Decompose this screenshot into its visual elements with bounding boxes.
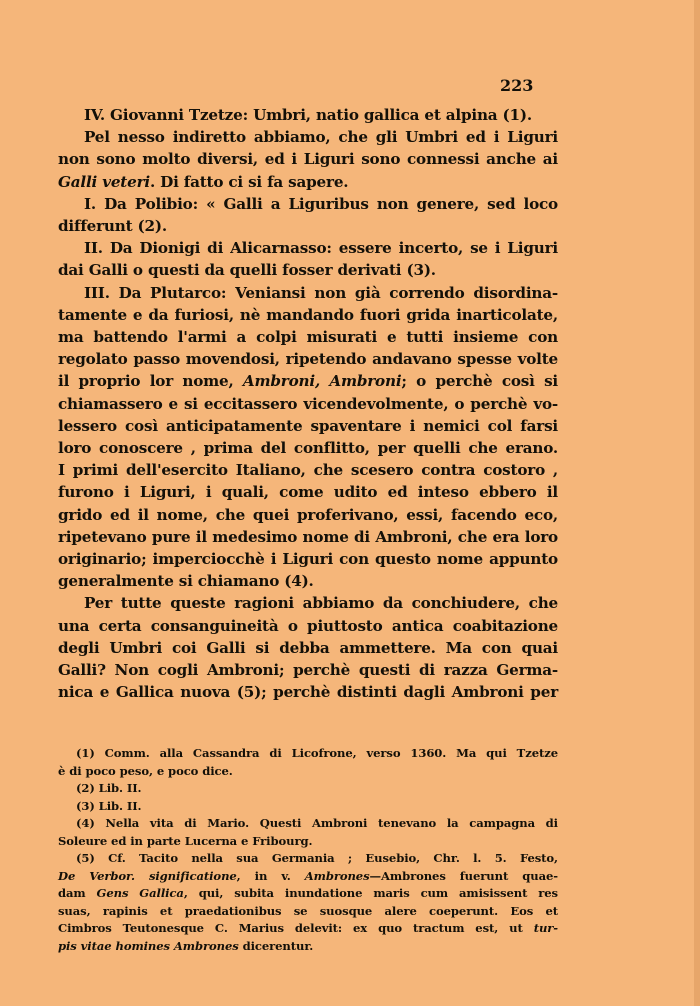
footnote-line: De Verbor. significatione, in v. Ambrones—Ambrones fuerunt quae- [58, 868, 558, 883]
text-line: regolato passo movendosi, ripetendo andavano spesse volte [58, 350, 558, 369]
text-line: differunt (2). [58, 217, 167, 236]
text-line: generalmente si chiamano (4). [58, 572, 314, 591]
italic-text: Ambrones [304, 868, 370, 883]
text-line: Pel nesso indiretto abbiamo, che gli Umbri ed i Liguri [84, 128, 558, 147]
text-line: furono i Liguri, i quali, come udito ed inteso ebbero il [58, 483, 558, 502]
text-line: originario; imperciocchè i Liguri con questo nome appunto [58, 550, 558, 569]
footnote-line: Soleure ed in parte Lucerna e Fribourg. [58, 833, 313, 848]
text-line: una certa consanguineità o piuttosto antica coabitazione [58, 616, 558, 635]
text-line: degli Umbri coi Galli si debba ammettere. Ma con quai [58, 638, 558, 657]
page-number: 223 [500, 76, 534, 95]
text-line: non sono molto diversi, ed i Liguri sono connessi anche ai [58, 150, 558, 169]
footnote-line: (1) Comm. alla Cassandra di Licofrone, verso 1360. Ma qui Tzetze [76, 746, 558, 760]
page-edge [694, 0, 700, 1006]
text-line: II. Da Dionigi di Alicarnasso: essere incerto, se i Liguri [84, 239, 558, 258]
italic-text: Galli veteri [58, 172, 150, 191]
text-line: tamente e da furiosi, nè mandando fuori grida inarticolate, [58, 305, 558, 324]
italic-text: pis vitae homines Ambrones [58, 938, 239, 953]
text-line: I primi dell'esercito Italiano, che scesero contra costoro , [58, 461, 558, 480]
footnotes [58, 745, 558, 955]
footnote-line: (5) Cf. Tacito nella sua Germania ; Eusebio, Chr. l. 5. Festo, [76, 851, 558, 865]
italic-text: tur- [533, 921, 558, 935]
footnote-line: suas, rapinis et praedationibus se suosque alere coeperunt. Eos et [58, 903, 558, 918]
text-line: Galli? Non cogli Ambroni; perchè questi di razza Germa- [58, 661, 558, 680]
footnote-line: pis vitae homines Ambrones dicerentur. [58, 938, 314, 953]
text-line: loro conoscere , prima del conflitto, per quelli che erano. [58, 439, 558, 458]
footnote-line: (4) Nella vita di Mario. Questi Ambroni tenevano la campagna di [76, 816, 558, 830]
text-line: ripetevano pure il medesimo nome di Ambroni, che era loro [58, 527, 558, 546]
italic-text: Ambroni, Ambroni [242, 372, 402, 391]
text-line: ma battendo l'armi a colpi misurati e tutti insieme con [58, 328, 558, 347]
footnote-line: (3) Lib. II. [76, 798, 142, 813]
text-line: I. Da Polibio: « Galli a Liguribus non genere, sed loco [84, 194, 558, 213]
text-line: il proprio lor nome, Ambroni, Ambroni; o perchè così si [58, 372, 559, 391]
footnote-line: (2) Lib. II. [76, 781, 142, 795]
text-line: chiamassero e si eccitassero vicendevolmente, o perchè vo- [58, 394, 558, 413]
text-line: nica e Gallica nuova (5); perchè distinti dagli Ambroni per [58, 683, 558, 702]
text-line: IV. Giovanni Tzetze: Umbri, natio gallica et alpina (1). [84, 106, 532, 124]
text-line: Galli veteri. Di fatto ci si fa sapere. [58, 172, 349, 191]
text-line: III. Da Plutarco: Veniansi non già correndo disordina- [84, 283, 558, 302]
footnote-line: è di poco peso, e poco dice. [58, 763, 233, 778]
footnote-line: dam Gens Gallica, qui, subita inundatione maris cum amisissent res [58, 886, 558, 900]
italic-text: Gens Gallica [96, 886, 184, 900]
text-line: lessero così anticipatamente spaventare i nemici col farsi [58, 416, 558, 435]
text-line: dai Galli o questi da quelli fosser derivati (3). [58, 261, 436, 280]
italic-text: De Verbor. significatione [58, 868, 237, 883]
text-line: Per tutte queste ragioni abbiamo da conchiudere, che [84, 594, 558, 613]
main-text [58, 104, 558, 703]
text-line: grido ed il nome, che quei proferivano, essi, facendo eco, [58, 505, 558, 524]
footnote-line: Cimbros Teutonesque C. Marius delevit: ex quo tractum est, ut tur- [58, 921, 558, 935]
